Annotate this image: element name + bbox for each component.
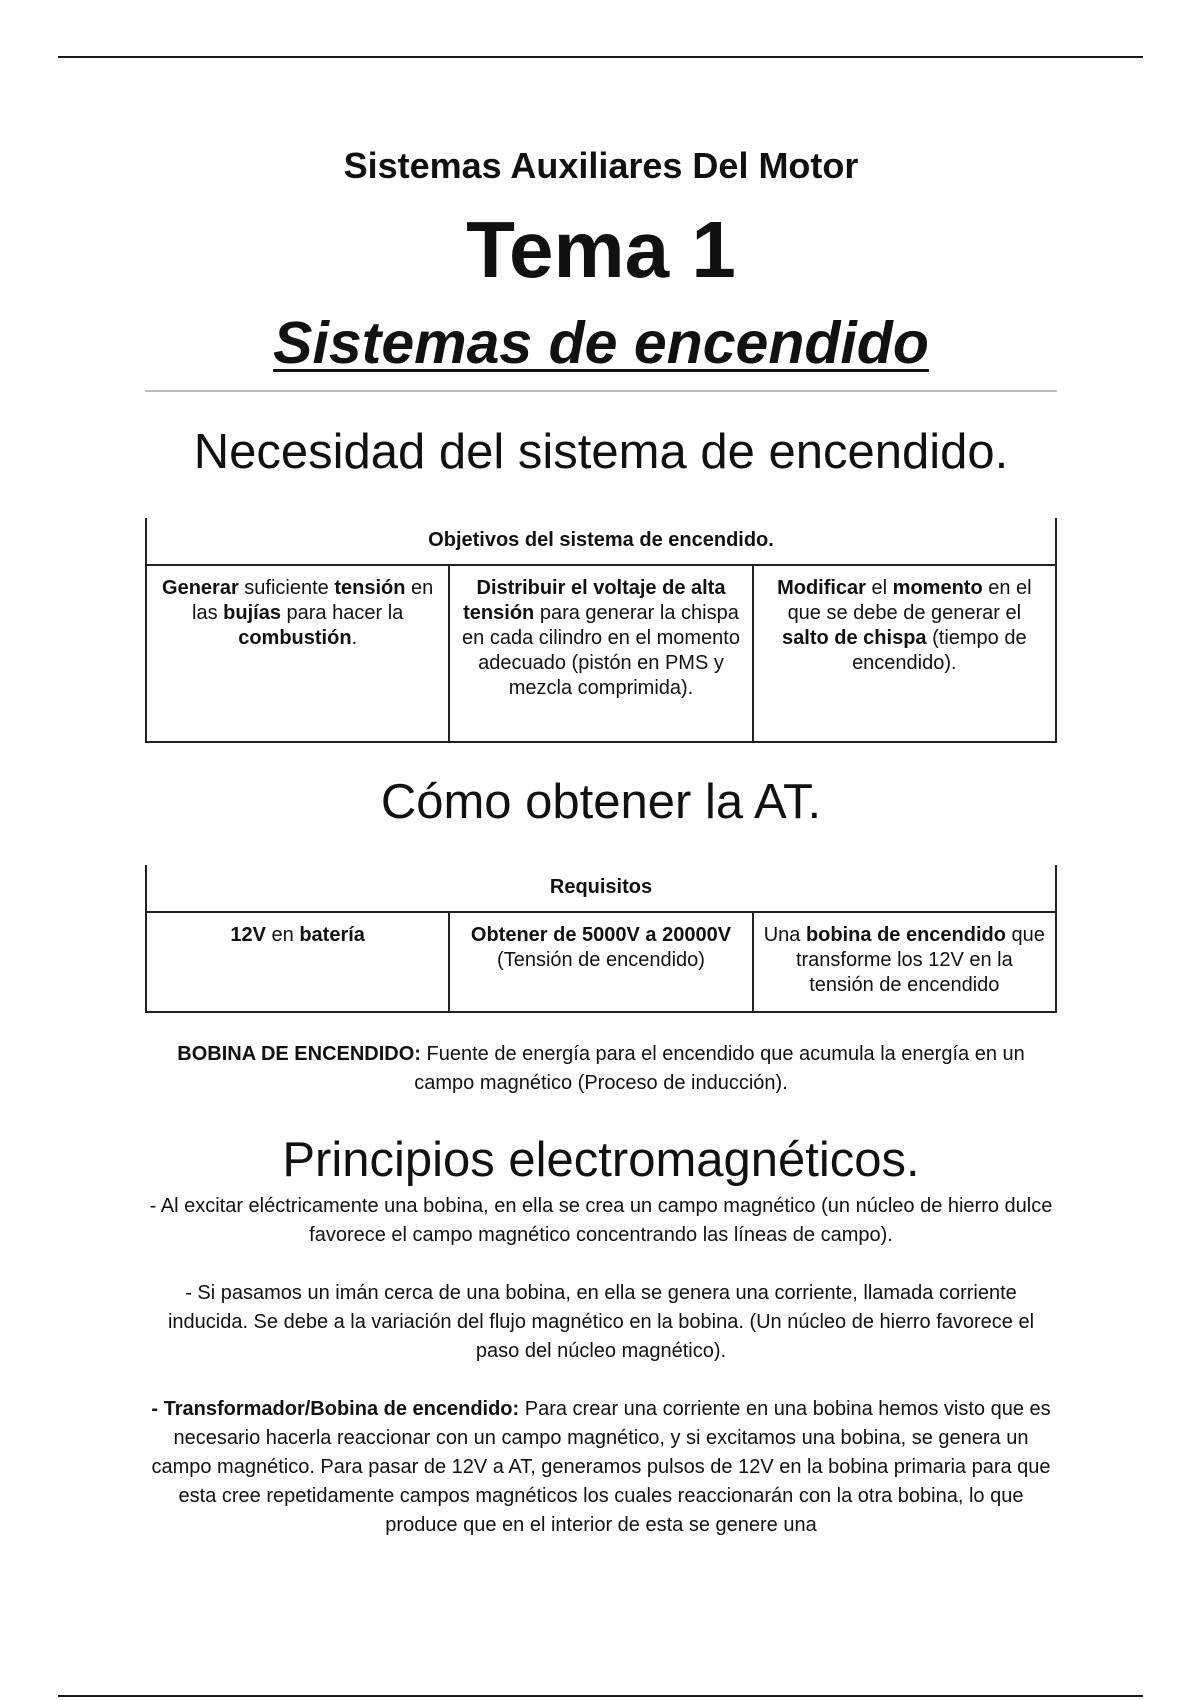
principio-paragraph-3 xyxy=(145,1395,1057,1540)
cell-bold: bujías xyxy=(223,602,281,624)
cell-bold: combustión xyxy=(238,627,352,649)
topic-title: Sistemas de encendido xyxy=(273,310,929,376)
cell-bold: batería xyxy=(299,924,365,946)
paragraph-label: - Transformador/Bobina de encendido: xyxy=(151,1398,520,1420)
principio-paragraph-1: - Al excitar eléctricamente una bobina, en ella se crea un campo magnético (un núcleo de hierro dulce favorece el campo magnético concentrando las líneas de campo). xyxy=(149,1195,1053,1246)
objetivos-table-header: Objetivos del sistema de encendido. xyxy=(146,518,1056,565)
cell-bold: Distribuir el voltaje de alta tensión xyxy=(463,577,726,624)
principios-body xyxy=(145,1192,1057,1569)
bobina-definition xyxy=(145,1040,1057,1098)
cell-text: que transforme los 12V en la tensión de encendido xyxy=(795,924,1045,996)
requisitos-table xyxy=(145,865,1057,1013)
cell-bold: tensión xyxy=(334,577,406,599)
section-heading-como-obtener: Cómo obtener la AT. xyxy=(380,775,822,829)
cell-text: para hacer la xyxy=(280,602,404,624)
bottom-rule xyxy=(58,1695,1143,1697)
tema-title: Tema 1 xyxy=(466,205,736,294)
cell-bold: Generar xyxy=(162,577,239,599)
cell-bold: bobina de encendido xyxy=(805,924,1006,946)
objetivos-cell-generar xyxy=(146,565,449,742)
requisitos-table-header: Requisitos xyxy=(146,865,1056,912)
cell-text: en el que se debe de generar el xyxy=(787,577,1032,624)
top-rule xyxy=(58,56,1143,58)
requisitos-cell-voltaje xyxy=(449,912,752,1012)
cell-text: en xyxy=(265,924,300,946)
cell-text: suficiente xyxy=(238,577,335,599)
cell-text: en las xyxy=(192,577,434,624)
requisitos-cell-bateria xyxy=(146,912,449,1012)
cell-text: para generar la chispa en cada cilindro en el momento adecuado (pistón en PMS y mezcla comprimida). xyxy=(462,602,740,699)
definition-text: Fuente de energía para el encendido que acumula la energía en un campo magnético (Proceso de inducción). xyxy=(414,1043,1025,1094)
cell-bold: Modificar xyxy=(777,577,866,599)
cell-text: . xyxy=(351,627,358,649)
cell-text: (Tensión de encendido) xyxy=(497,949,705,971)
paragraph-text: Para crear una corriente en una bobina hemos visto que es necesario hacerla reaccionar con un campo magnético, y si excitamos una bobina, se genera un campo magnético. Para pasar de 12V a AT, generamos pulsos de 12V en la bobina primaria para que esta cree repetidamente campos magnéticos los cuales reaccionarán con la otra bobina, lo que produce que en el interior de esta se genere una xyxy=(151,1398,1051,1536)
cell-bold: momento xyxy=(892,577,983,599)
section-heading-necesidad: Necesidad del sistema de encendido. xyxy=(193,425,1009,479)
subject-title: Sistemas Auxiliares Del Motor xyxy=(343,145,859,186)
requisitos-cell-bobina xyxy=(753,912,1056,1012)
cell-bold: Obtener de 5000V a 20000V xyxy=(470,924,732,946)
cell-text: Una xyxy=(763,924,806,946)
principio-paragraph-2: - Si pasamos un imán cerca de una bobina, en ella se genera una corriente, llamada corriente inducida. Se debe a la variación del flujo magnético en la bobina. (Un núcleo de hierro favorece el paso del núcleo magnético). xyxy=(167,1282,1035,1362)
section-heading-principios: Principios electromagnéticos. xyxy=(282,1133,920,1187)
objetivos-table xyxy=(145,518,1057,743)
definition-label: BOBINA DE ENCENDIDO: xyxy=(177,1043,421,1065)
objetivos-cell-distribuir xyxy=(449,565,752,742)
cell-bold: 12V xyxy=(230,924,266,946)
cell-text: el xyxy=(865,577,893,599)
cell-bold: salto de chispa xyxy=(782,627,927,649)
objetivos-cell-modificar xyxy=(753,565,1056,742)
cell-text: (tiempo de encendido). xyxy=(852,627,1027,674)
title-divider xyxy=(145,390,1057,392)
